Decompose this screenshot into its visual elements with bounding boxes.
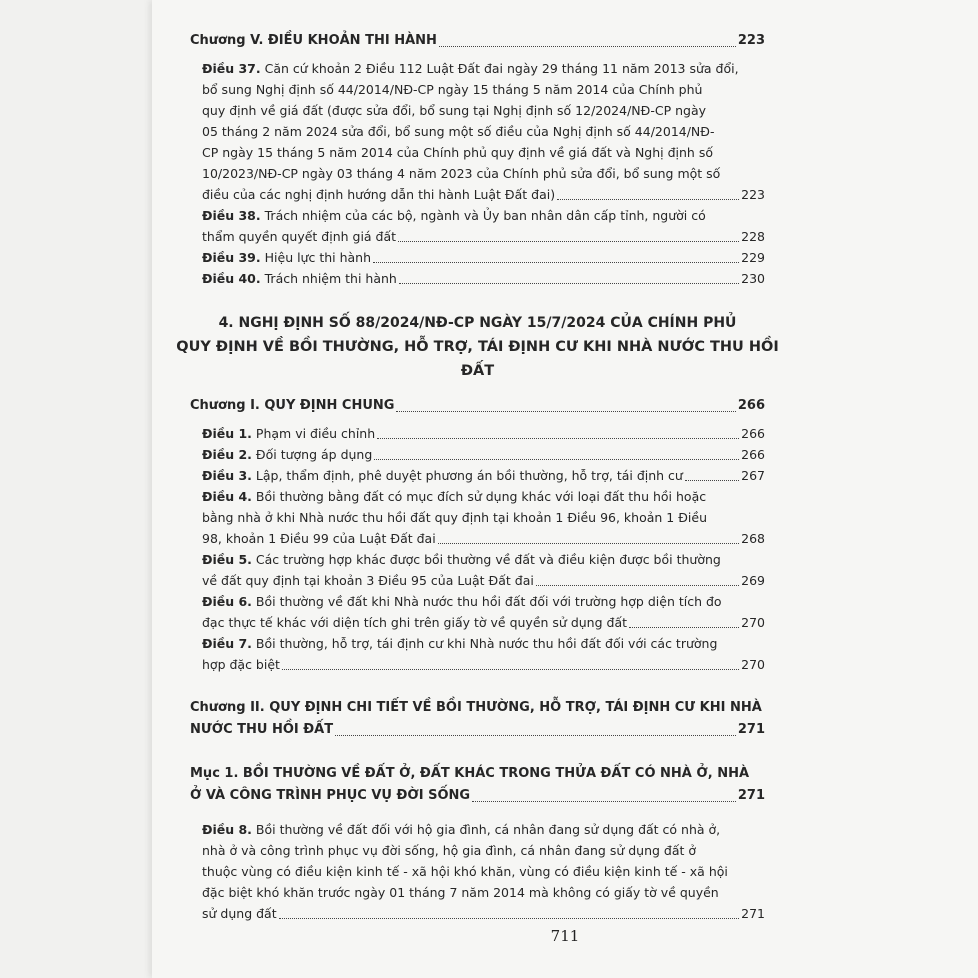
dot-leader	[377, 438, 739, 439]
article-label: Điều 37.	[202, 61, 261, 76]
dot-leader	[557, 199, 739, 200]
toc-article-1	[190, 423, 765, 444]
dot-leader	[374, 459, 739, 460]
article-text: thẩm quyền quyết định giá đất	[202, 229, 397, 244]
toc-article-5	[190, 549, 765, 591]
dot-leader	[472, 801, 736, 802]
article-label: Điều 1.	[202, 426, 252, 441]
chapter-title: NƯỚC THU HỒI ĐẤT	[190, 722, 334, 737]
dot-leader	[629, 627, 739, 628]
toc-chapter-v	[190, 30, 765, 52]
page-ref: 266	[741, 447, 765, 462]
dot-leader	[279, 918, 740, 919]
article-text: đạc thực tế khác với diện tích ghi trên giấy tờ về quyền sử dụng đất	[202, 615, 627, 630]
article-text: Hiệu lực thi hành	[264, 250, 372, 265]
dot-leader	[438, 543, 739, 544]
dot-leader	[536, 585, 739, 586]
toc-article-7	[190, 633, 765, 675]
page-ref: 266	[737, 398, 765, 413]
article-text: 05 tháng 2 năm 2024 sửa đổi, bổ sung một số điều của Nghị định số 44/2014/NĐ-	[202, 124, 715, 139]
article-text: bằng nhà ở khi Nhà nước thu hồi đất quy định tại khoản 1 Điều 96, khoản 1 Điều	[202, 510, 707, 525]
article-text: Bồi thường bằng đất có mục đích sử dụng khác với loại đất thu hồi hoặc	[255, 489, 707, 504]
article-text: Đối tượng áp dụng	[255, 447, 373, 462]
article-text: hợp đặc biệt	[202, 657, 280, 672]
article-label: Điều 4.	[202, 489, 252, 504]
page-ref: 223	[737, 33, 765, 48]
toc-article-3	[190, 465, 765, 486]
dot-leader	[439, 46, 736, 47]
article-text: sử dụng đất	[202, 906, 277, 921]
toc-article-39	[190, 247, 765, 268]
article-text: nhà ở và công trình phục vụ đời sống, hộ gia đình, cá nhân đang sử dụng đất ở	[202, 843, 697, 858]
toc-article-8	[190, 819, 765, 924]
article-label: Điều 6.	[202, 594, 252, 609]
article-label: Điều 3.	[202, 468, 252, 483]
decree-heading-line-1: 4. NGHỊ ĐỊNH SỐ 88/2024/NĐ-CP NGÀY 15/7/2024 CỦA CHÍNH PHỦ	[218, 315, 737, 331]
article-text: điều của các nghị định hướng dẫn thi hành Luật Đất đai)	[202, 187, 556, 202]
dot-leader	[335, 735, 736, 736]
article-text: Lập, thẩm định, phê duyệt phương án bồi thường, hỗ trợ, tái định cư	[255, 468, 683, 483]
page-ref: 230	[741, 271, 765, 286]
toc-article-6	[190, 591, 765, 633]
article-text: 98, khoản 1 Điều 99 của Luật Đất đai	[202, 531, 436, 546]
dot-leader	[396, 411, 735, 412]
article-text: Trách nhiệm thi hành	[264, 271, 397, 286]
article-text: quy định về giá đất (được sửa đổi, bổ sung tại Nghị định số 12/2024/NĐ-CP ngày	[202, 103, 707, 118]
chapter-title: Chương I. QUY ĐỊNH CHUNG	[190, 398, 395, 413]
article-label: Điều 7.	[202, 636, 252, 651]
article-text: Phạm vi điều chỉnh	[255, 426, 376, 441]
article-text: về đất quy định tại khoản 3 Điều 95 của Luật Đất đai	[202, 573, 534, 588]
page-ref: 269	[741, 573, 765, 588]
article-text: Các trường hợp khác được bồi thường về đất và điều kiện được bồi thường	[255, 552, 721, 567]
page-number: 711	[550, 927, 580, 945]
article-text: Bồi thường về đất khi Nhà nước thu hồi đất đối với trường hợp diện tích đo	[255, 594, 722, 609]
article-text: CP ngày 15 tháng 5 năm 2014 của Chính phủ quy định về giá đất và Nghị định số	[202, 145, 713, 160]
article-text: Trách nhiệm của các bộ, ngành và Ủy ban nhân dân cấp tỉnh, người có	[264, 208, 706, 223]
chapter-title: Chương V. ĐIỀU KHOẢN THI HÀNH	[190, 33, 437, 48]
page-ref: 271	[741, 906, 765, 921]
toc-article-4	[190, 486, 765, 549]
chapter-title: Chương II. QUY ĐỊNH CHI TIẾT VỀ BỒI THƯỜNG, HỖ TRỢ, TÁI ĐỊNH CƯ KHI NHÀ	[190, 700, 762, 715]
decree-heading-line-2: QUY ĐỊNH VỀ BỒI THƯỜNG, HỖ TRỢ, TÁI ĐỊNH CƯ KHI NHÀ NƯỚC THU HỒI ĐẤT	[176, 339, 779, 379]
dot-leader	[282, 669, 739, 670]
article-label: Điều 5.	[202, 552, 252, 567]
section-title: Mục 1. BỒI THƯỜNG VỀ ĐẤT Ở, ĐẤT KHÁC TRONG THỬA ĐẤT CÓ NHÀ Ở, NHÀ	[190, 766, 750, 781]
article-text: Bồi thường về đất đối với hộ gia đình, cá nhân đang sử dụng đất có nhà ở,	[255, 822, 721, 837]
dot-leader	[398, 241, 739, 242]
article-text: Bồi thường, hỗ trợ, tái định cư khi Nhà nước thu hồi đất đối với các trường	[255, 636, 718, 651]
toc-article-40	[190, 268, 765, 289]
article-text: đặc biệt khó khăn trước ngày 01 tháng 7 năm 2014 mà không có giấy tờ về quyền	[202, 885, 719, 900]
dot-leader	[685, 480, 739, 481]
toc-chapter-i	[190, 395, 765, 417]
article-text: 10/2023/NĐ-CP ngày 03 tháng 4 năm 2023 của Chính phủ sửa đổi, bổ sung một số	[202, 166, 721, 181]
page-ref: 270	[741, 615, 765, 630]
page-ref: 228	[741, 229, 765, 244]
page-ref: 223	[741, 187, 765, 202]
book-page	[152, 0, 978, 978]
page-ref: 271	[737, 722, 765, 737]
toc-article-37	[190, 58, 765, 205]
toc-section-1	[190, 763, 765, 807]
page-ref: 229	[741, 250, 765, 265]
toc-article-38	[190, 205, 765, 247]
page-ref: 266	[741, 426, 765, 441]
article-label: Điều 39.	[202, 250, 261, 265]
article-label: Điều 8.	[202, 822, 252, 837]
dot-leader	[373, 262, 739, 263]
article-text: Căn cứ khoản 2 Điều 112 Luật Đất đai ngày 29 tháng 11 năm 2013 sửa đổi,	[264, 61, 739, 76]
page-ref: 267	[741, 468, 765, 483]
page-ref: 270	[741, 657, 765, 672]
section-title: Ở VÀ CÔNG TRÌNH PHỤC VỤ ĐỜI SỐNG	[190, 788, 471, 803]
table-of-contents	[176, 30, 779, 924]
article-label: Điều 2.	[202, 447, 252, 462]
page-ref: 271	[737, 788, 765, 803]
page-ref: 268	[741, 531, 765, 546]
toc-chapter-ii	[190, 697, 765, 741]
dot-leader	[399, 283, 739, 284]
toc-article-2	[190, 444, 765, 465]
article-label: Điều 40.	[202, 271, 261, 286]
article-text: bổ sung Nghị định số 44/2014/NĐ-CP ngày 15 tháng 5 năm 2014 của Chính phủ	[202, 82, 703, 97]
article-text: thuộc vùng có điều kiện kinh tế - xã hội khó khăn, vùng có điều kiện kinh tế - xã hội	[202, 864, 728, 879]
article-label: Điều 38.	[202, 208, 261, 223]
